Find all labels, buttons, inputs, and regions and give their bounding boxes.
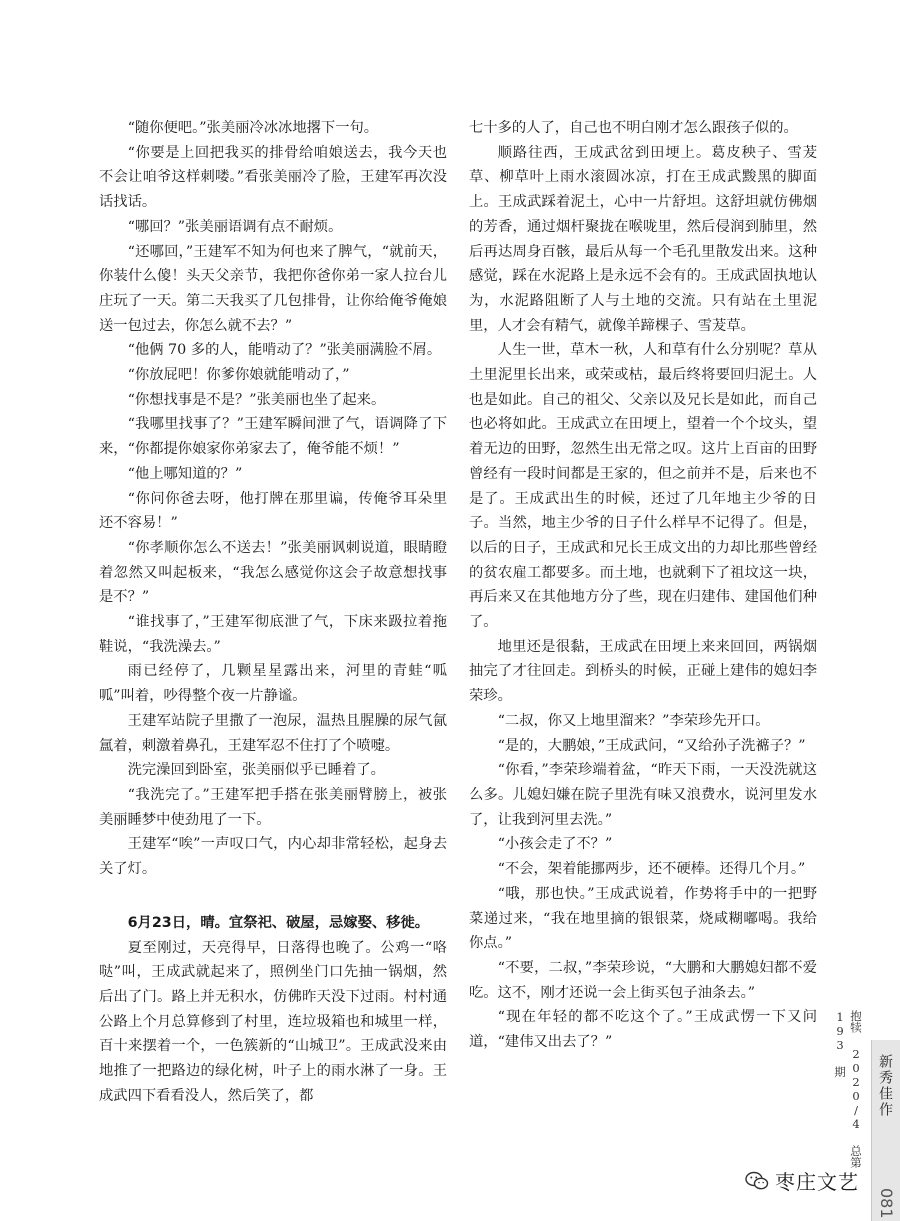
paragraph: “随你便吧。”张美丽冷冰冰地撂下一句。 xyxy=(127,120,379,136)
paragraph: “我哪里找事了？”王建军瞬间泄了气，语调降了下来，“你都提你娘家你弟家去了，俺爷能不烦！” xyxy=(99,416,447,458)
paragraph: “你孝顺你怎么不送去！”张美丽讽刺说道，眼睛瞪着忽然又叫起板来，“我怎么感觉你这会子故意想找事是不？” xyxy=(99,539,447,606)
paragraph: “不会，架着能挪两步，还不硬棒。还得几个月。” xyxy=(497,861,806,878)
paragraph: “你问你爸去呀，他打牌在那里谝，传俺爷耳朵里还不容易！” xyxy=(99,490,447,532)
watermark xyxy=(745,1166,859,1195)
page-number: 081 xyxy=(877,1188,896,1219)
paragraph: 雨已经停了，几颗星星露出来，河里的青蛙“呱呱”叫着，吵得整个夜一片静谧。 xyxy=(99,663,447,705)
paragraph: 王建军“唉”一声叹口气，内心却非常轻松，起身去关了灯。 xyxy=(99,836,447,878)
watermark-text: 枣庄文艺 xyxy=(775,1170,859,1194)
paragraph: “二叔，你又上地里溜来？”李荣珍先开口。 xyxy=(497,712,770,729)
paragraph: “不要，二叔，”李荣珍说，“大鹏和大鹏媳妇都不爱吃。这不，刚才还说一会上街买包子油条去。” xyxy=(469,959,817,1001)
paragraph: 顺路往西，王成武岔到田埂上。葛皮秧子、雪茇草、柳草叶上雨水滚圆冰凉，打在王成武黢黑的脚面上。王成武踩着泥土，心中一片舒坦。这舒坦就仿佛烟的芳香，通过烟杆聚拢在喉咙里，然后侵润到肺里，然后再达周身百骸，最后从每一个毛孔里散发出来。这种感觉，踩在水泥路上是永远不会有的。王成武固执地认为，水泥路阻断了人与土地的交流。只有站在土里泥里，人才会有精气，就像羊蹄棵子、雪茇草。 xyxy=(469,144,817,334)
paragraph: “现在年轻的都不吃这个了。”王成武愣一下又问道，“建伟又出去了？” xyxy=(469,1009,817,1051)
paragraph: 地里还是很黏，王成武在田埂上来来回回，两锅烟抽完了才往回走。到桥头的时候，正碰上建伟的媳妇李荣珍。 xyxy=(469,638,817,705)
left-column xyxy=(99,116,447,1108)
section-title: 新秀佳作 xyxy=(877,1054,893,1118)
paragraph: 王建军站院子里撒了一泡尿，温热且腥臊的尿气氤氲着，刺激着鼻孔，王建军忍不住打了个喷嚏。 xyxy=(99,712,447,754)
wechat-icon xyxy=(745,1171,769,1191)
paragraph: “哦，那也快。”王成武说着，作势将手中的一把野菜递过来，“我在地里摘的银银菜，烧咸糊嘟喝。我给你点。” xyxy=(469,885,817,952)
paragraph: 夏至刚过，天亮得早，日落得也晚了。公鸡一“咯哒”叫，王成武就起来了，照例坐门口先抽一锅烟，然后出了门。路上并无积水，仿佛昨天没下过雨。村村通公路上个月总算修到了村里，连垃圾箱也和城里一样，百十来摆着一个，一色簇新的“山城卫”。王成武没来由地推了一把路边的绿化树，叶子上的雨水淋了一身。王成武四下看看没人，然后笑了，都 xyxy=(99,939,447,1104)
paragraph: 洗完澡回到卧室，张美丽似乎已睡着了。 xyxy=(127,762,385,779)
paragraph: “哪回？”张美丽语调有点不耐烦。 xyxy=(127,218,343,235)
issue-info: 抱犊 2020/4 总第 193 期 xyxy=(833,1010,863,1168)
paragraph: “你想找事是不是？”张美丽也坐了起来。 xyxy=(127,391,386,408)
paragraph-continued: 七十多的人了，自己也不明白刚才怎么跟孩子似的。 xyxy=(469,120,798,136)
paragraph: “小孩会走了不？” xyxy=(497,836,613,853)
paragraph: “谁找事了，”王建军彻底泄了气，下床来趿拉着拖鞋说，“我洗澡去。” xyxy=(99,614,447,655)
right-column xyxy=(469,116,817,1055)
date-heading: 6月23日，晴。宜祭祀、破屋，忌嫁娶、移徙。 xyxy=(127,914,430,931)
paragraph: “我洗完了。”王建军把手搭在张美丽臂膀上，被张美丽睡梦中使劲甩了一下。 xyxy=(99,786,447,828)
paragraph: “你看，”李荣珍端着盆，“昨天下雨，一天没洗就这么多。儿媳妇嫌在院子里洗有味又浪费水，说河里发水了，让我到河里去洗。” xyxy=(469,762,817,828)
paragraph: “你要是上回把我买的排骨给咱娘送去，我今天也不会让咱爷这样刺喽。”看张美丽冷了脸，王建军再次没话找话。 xyxy=(99,144,447,211)
paragraph: “他俩 70 多的人，能啃动了？”张美丽满脸不屑。 xyxy=(127,342,442,359)
paragraph: 人生一世，草木一秋，人和草有什么分别呢？草从土里泥里长出来，或荣或枯，最后终将要回归泥土。人也是如此。自己的祖父、父亲以及兄长是如此，而自己也必将如此。王成武立在田埂上，望着一个个坟头，望着无边的田野，忽然生出无常之叹。这片上百亩的田野曾经有一段时间都是王家的，但之前并不是，后来也不是了。王成武出生的时候，还过了几年地主少爷的日子。当然，地主少爷的日子什么样早不记得了。但是，以后的日子，王成武和兄长王成文出的力却比那些曾经的贫农雇工都要多。而土地，也就剩下了祖坟这一块，再后来又在其他地方分了些，现在归建伟、建国他们种了。 xyxy=(469,342,817,631)
paragraph: “你放屁吧！你爹你娘就能啃动了，” xyxy=(127,367,350,384)
paragraph: “他上哪知道的？” xyxy=(127,465,243,482)
paragraph: “是的，大鹏娘，”王成武问，“又给孙子洗褯子？” xyxy=(497,737,806,754)
paragraph: “还哪回，”王建军不知为何也来了脾气，“就前天，你装什么傻！头天父亲节，我把你爸你弟一家人拉台儿庄玩了一天。第二天我买了几包排骨，让你给俺爷俺娘送一包过去，你怎么就不去？” xyxy=(99,243,447,334)
